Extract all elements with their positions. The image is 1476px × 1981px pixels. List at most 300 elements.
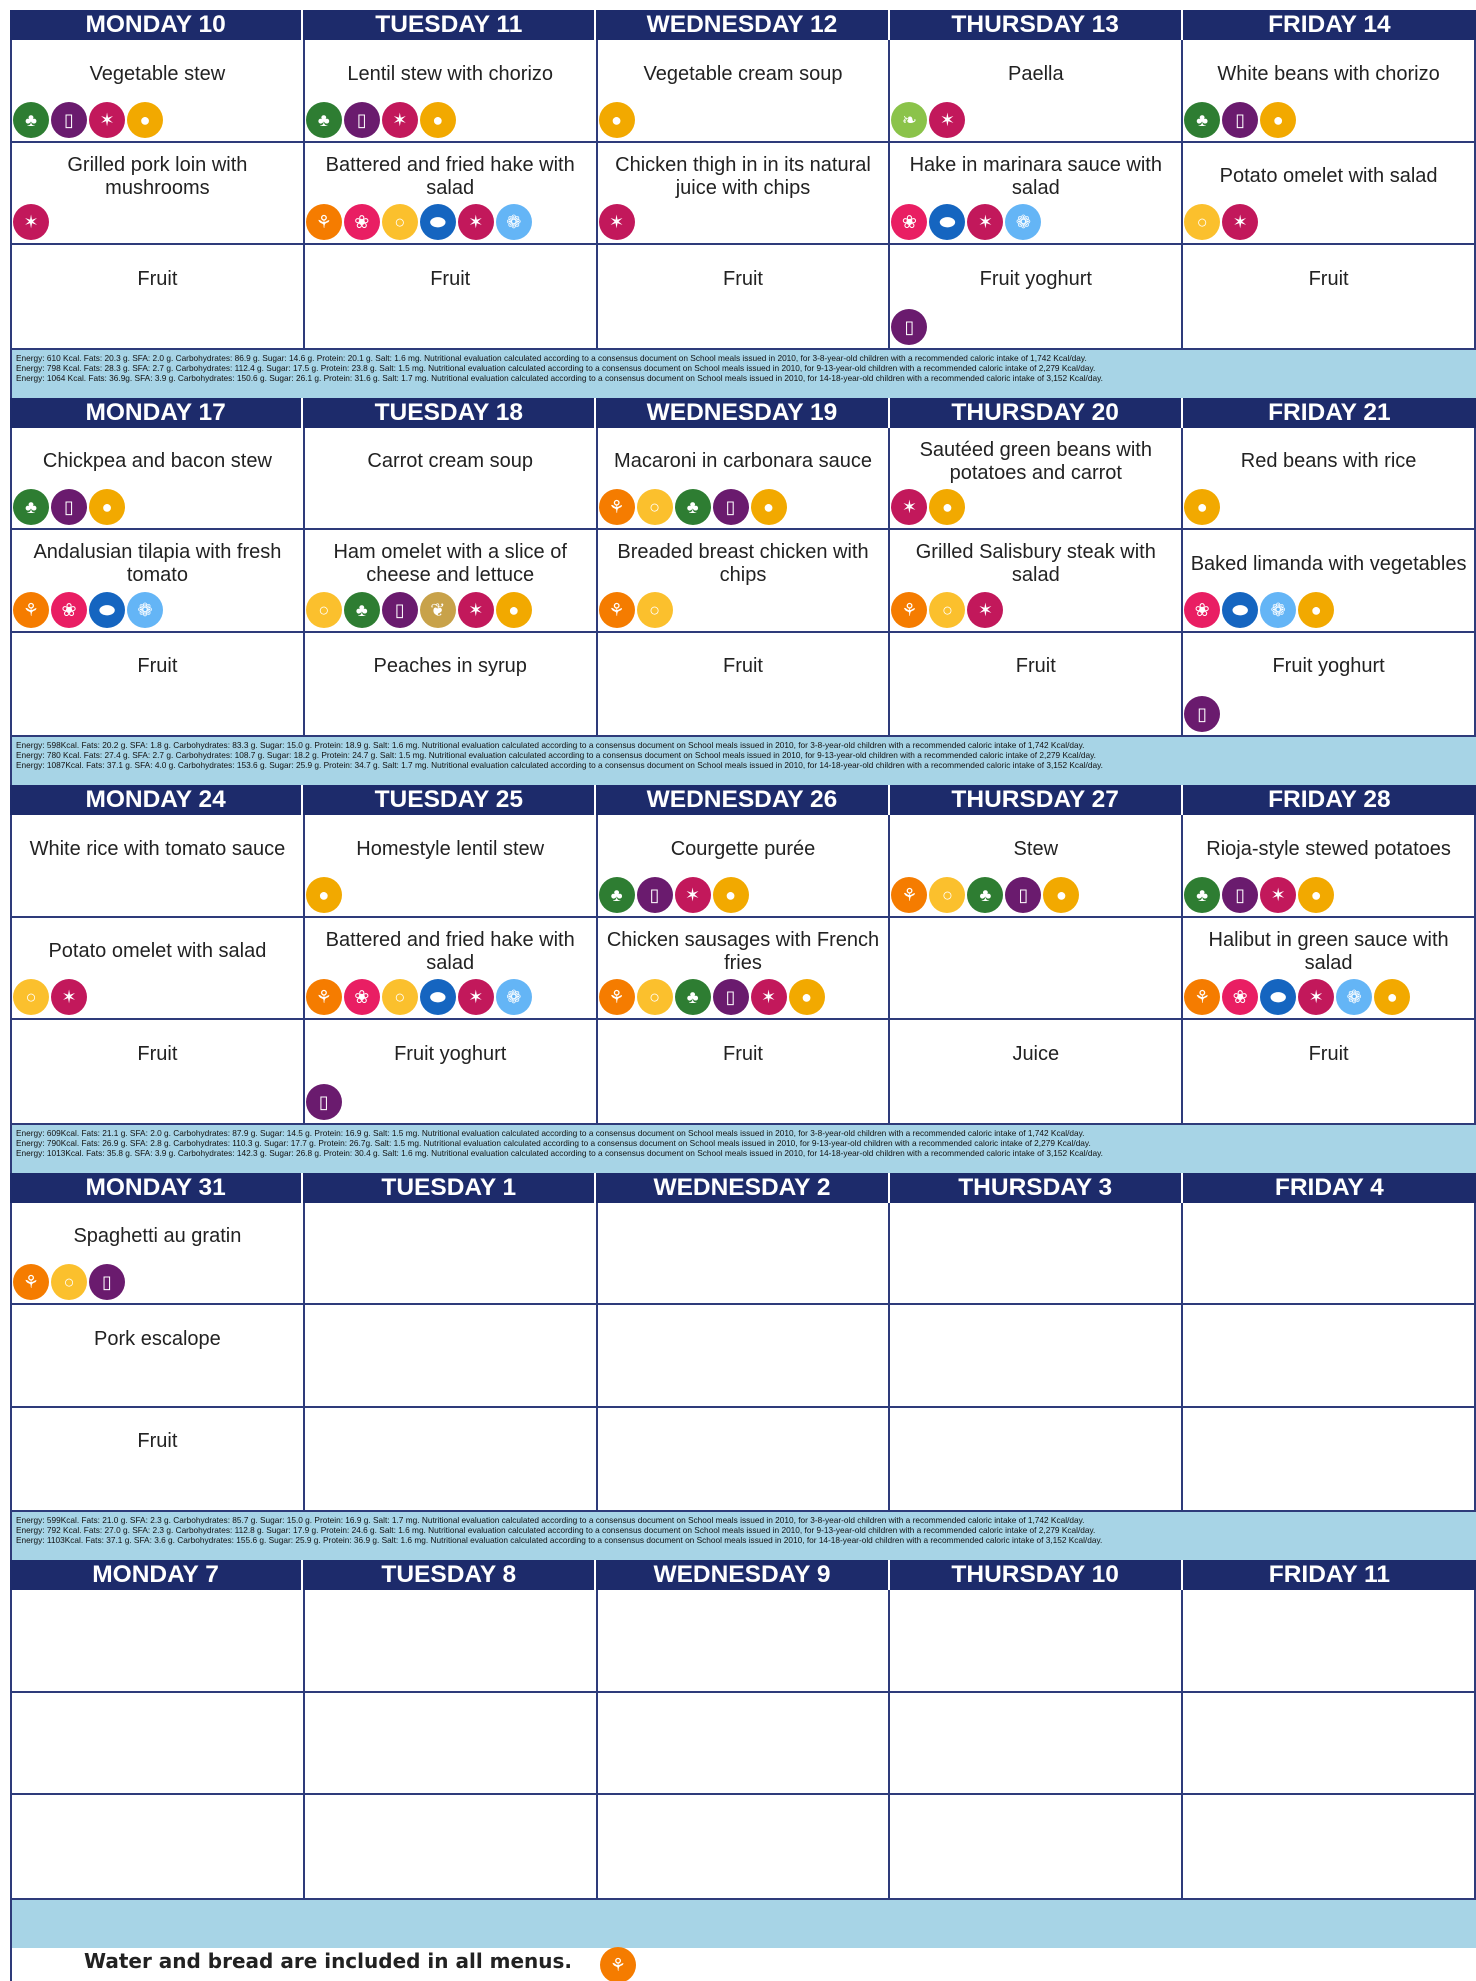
day-header: WEDNESDAY 9 [596,1560,889,1590]
sulphite-icon: ● [127,102,163,138]
allergen-icons [13,592,163,628]
dish-name: Paella [1007,62,1064,85]
gluten-icon: ⚘ [306,204,342,240]
week-block [10,1560,1476,1948]
meal-grid [10,1203,1476,1511]
allergen-icons [599,979,825,1015]
day-header: FRIDAY 4 [1183,1173,1476,1203]
gluten-icon: ⚘ [13,1264,49,1300]
dessert-cell [1183,1020,1474,1123]
dish-name [307,1305,594,1373]
dish-name: Grilled pork loin with mushrooms [67,153,248,199]
day-column [890,428,1183,736]
dish-name [892,1693,1179,1761]
day-header: WEDNESDAY 26 [596,785,889,815]
dish-name: Fruit [722,267,763,290]
dish-name: White rice with tomato sauce [29,837,286,860]
egg-icon: ○ [382,979,418,1015]
first-course-cell [12,1203,303,1306]
dish-name: Halibut in green sauce with salad [1208,928,1449,974]
mustard-icon: ✶ [599,204,635,240]
day-header: THURSDAY 13 [890,10,1183,40]
dish-name [892,918,1179,986]
mustard-icon: ✶ [13,204,49,240]
allergen-icons [599,489,787,525]
milk-icon: ▯ [89,1264,125,1300]
dish-name: Rioja-style stewed potatoes [1206,837,1451,860]
first-course-cell [305,40,596,143]
allergen-icons [306,877,342,913]
milk-icon: ▯ [713,489,749,525]
allergen-icons [891,592,1003,628]
footer-gluten-icon [600,1947,636,1981]
dessert-cell [305,1408,596,1511]
first-course-cell [598,40,889,143]
dessert-cell [890,633,1181,736]
day-header: TUESDAY 11 [303,10,596,40]
gluten-icon: ⚘ [1184,979,1220,1015]
egg-icon: ○ [637,489,673,525]
sulphite-icon: ● [1298,592,1334,628]
dessert-cell [1183,1795,1474,1898]
footer-note: Water and bread are included in all menus. [84,1949,573,1973]
sulphite-icon: ● [789,979,825,1015]
dish-name: Fruit yoghurt [394,1042,507,1065]
first-course-cell [890,1590,1181,1693]
dish-name: Macaroni in carbonara sauce [614,450,872,472]
sulphite-icon: ● [929,489,965,525]
day-header: MONDAY 17 [10,398,303,428]
day-header: WEDNESDAY 19 [596,398,889,428]
week-block [10,10,1476,398]
dessert-cell [1183,633,1474,736]
nutrition-line: Energy: 610 Kcal. Fats: 20.3 g. SFA: 2.0 g. Carbohydrates: 86.9 g. Sugar: 14.6 g. Protein: 20.1 g. Salt: 1.6 mg. Nutritional evaluation calculated according to a consensus document on School meals issued in 2010, for 3-8-year-old children with a recommended caloric intake of 1,742 Kcal/day. [16,352,1087,363]
dish-name [892,1305,1179,1373]
dish-name: Courgette purée [670,837,816,860]
gluten-icon: ⚘ [306,979,342,1015]
crustacean-icon: ❀ [344,204,380,240]
dish-name: Fruit [722,1042,763,1065]
allergen-icons [13,979,87,1015]
first-course-cell [12,428,303,531]
dish-name: Fruit [137,1430,178,1452]
dish-name [307,1590,594,1658]
nutrition-info [10,348,1476,398]
sulphite-icon: ● [1260,102,1296,138]
day-column [1183,40,1476,348]
gluten-icon: ⚘ [600,1947,636,1981]
milk-icon: ▯ [713,979,749,1015]
nutrition-line: Energy: 1087Kcal. Fats: 37.1 g. SFA: 4.0 g. Carbohydrates: 153.6 g. Sugar: 25.9 g. Protein: 34.7 g. Salt: 1.7 mg. Nutritional evaluation calculated according to a consensus document on School meals issued in 2010, for 14-18-year-old children with a recommended caloric intake of 3,152 Kcal/day. [16,760,1103,770]
second-course-cell [12,530,303,633]
day-header-row [10,1173,1476,1203]
second-course-cell [890,918,1181,1021]
allergen-icons [1184,979,1410,1015]
dish-name: White beans with chorizo [1217,62,1440,85]
dish-name [600,1408,887,1476]
day-header: MONDAY 7 [10,1560,303,1590]
dish-name: Juice [1012,1042,1060,1065]
gluten-icon: ⚘ [891,877,927,913]
mustard-icon: ✶ [891,489,927,525]
dish-name: Andalusian tilapia with fresh tomato [33,541,282,586]
first-course-cell [890,40,1181,143]
dessert-cell [598,245,889,348]
second-course-cell [1183,530,1474,633]
first-course-cell [598,1203,889,1306]
second-course-cell [12,143,303,246]
mustard-icon: ✶ [675,877,711,913]
mustard-icon: ✶ [89,102,125,138]
dish-name: Grilled Salisbury steak with salad [915,541,1156,586]
allergen-icons [891,877,1079,913]
dish-name: Fruit [722,655,763,677]
sesame-icon: ❧ [891,102,927,138]
allergen-icons [306,979,532,1015]
allergen-icons [1184,877,1334,913]
egg-icon: ○ [637,979,673,1015]
fish-icon: ⬬ [1260,979,1296,1015]
day-header: TUESDAY 25 [303,785,596,815]
dish-name [14,1693,301,1761]
second-course-cell [890,1693,1181,1796]
sulphite-icon: ● [599,102,635,138]
dessert-cell [305,1795,596,1898]
allergen-icons [13,1264,125,1300]
dish-name [600,1305,887,1373]
mustard-icon: ✶ [967,204,1003,240]
mustard-icon: ✶ [1298,979,1334,1015]
dish-name: Sautéed green beans with potatoes and carrot [919,438,1152,484]
mustard-icon: ✶ [458,204,494,240]
day-header: WEDNESDAY 12 [596,10,889,40]
allergen-icons [1184,696,1220,732]
meal-grid [10,815,1476,1123]
dessert-cell [598,1795,889,1898]
dish-name: Fruit [137,655,178,677]
meal-grid [10,1590,1476,1898]
dish-name [1185,1203,1472,1271]
first-course-cell [305,1590,596,1693]
dish-name [892,1590,1179,1658]
week-block [10,785,1476,1173]
dish-name: Vegetable cream soup [643,62,843,85]
mustard-icon: ✶ [1260,877,1296,913]
fish-icon: ⬬ [89,592,125,628]
dessert-cell [890,245,1181,348]
celery-icon: ♣ [344,592,380,628]
milk-icon: ▯ [1005,877,1041,913]
day-header: MONDAY 24 [10,785,303,815]
crustacean-icon: ❀ [891,204,927,240]
dish-name [1185,1693,1472,1761]
milk-icon: ▯ [1222,102,1258,138]
day-column [1183,1590,1476,1898]
dessert-cell [890,1795,1181,1898]
day-header: MONDAY 10 [10,10,303,40]
crustacean-icon: ❀ [51,592,87,628]
allergen-icons [306,102,456,138]
dish-name [307,1203,594,1271]
day-column [1183,815,1476,1123]
gluten-icon: ⚘ [13,592,49,628]
mollusc-icon: ❁ [1336,979,1372,1015]
day-header-row [10,1560,1476,1590]
allergen-icons [599,204,635,240]
dessert-cell [305,633,596,736]
allergen-icons [891,204,1041,240]
dish-name [600,1795,887,1863]
milk-icon: ▯ [382,592,418,628]
second-course-cell [1183,918,1474,1021]
first-course-cell [1183,815,1474,918]
dish-name: Stew [1013,837,1059,860]
day-header: THURSDAY 27 [890,785,1183,815]
dessert-cell [12,1408,303,1511]
nutrition-info-empty [10,1898,1476,1948]
day-header: MONDAY 31 [10,1173,303,1203]
first-course-cell [1183,40,1474,143]
dessert-cell [598,1408,889,1511]
allergen-icons [599,877,749,913]
egg-icon: ○ [929,592,965,628]
allergen-icons [13,102,163,138]
dessert-cell [598,1020,889,1123]
mollusc-icon: ❁ [496,204,532,240]
mollusc-icon: ❁ [1260,592,1296,628]
week-block [10,398,1476,786]
crustacean-icon: ❀ [1184,592,1220,628]
first-course-cell [890,815,1181,918]
first-course-cell [1183,1203,1474,1306]
mustard-icon: ✶ [458,592,494,628]
day-column [890,1203,1183,1511]
dish-name [892,1203,1179,1271]
nutrition-info [10,1510,1476,1560]
day-column [598,815,891,1123]
dish-name: Battered and fried hake with salad [325,153,575,199]
dessert-cell [12,1020,303,1123]
fish-icon: ⬬ [420,979,456,1015]
dish-name [307,1408,594,1476]
first-course-cell [12,815,303,918]
second-course-cell [598,1305,889,1408]
day-column [12,1203,305,1511]
mollusc-icon: ❁ [127,592,163,628]
meal-grid [10,428,1476,736]
allergen-icons [306,1084,342,1120]
celery-icon: ♣ [967,877,1003,913]
soy-icon: ❦ [420,592,456,628]
day-header: TUESDAY 18 [303,398,596,428]
second-course-cell [1183,143,1474,246]
celery-icon: ♣ [13,102,49,138]
sulphite-icon: ● [89,489,125,525]
day-column [890,815,1183,1123]
day-column [305,815,598,1123]
milk-icon: ▯ [891,309,927,345]
day-header: FRIDAY 21 [1183,398,1476,428]
dessert-cell [890,1408,1181,1511]
school-menu-calendar [10,10,1476,1948]
day-column [890,40,1183,348]
gluten-icon: ⚘ [891,592,927,628]
dish-name: Spaghetti au gratin [73,1225,242,1247]
day-column [305,40,598,348]
dish-name: Peaches in syrup [373,655,527,677]
second-course-cell [305,143,596,246]
day-column [12,815,305,1123]
allergen-icons [1184,592,1334,628]
first-course-cell [305,815,596,918]
dish-name: Carrot cream soup [367,450,533,472]
day-header: FRIDAY 28 [1183,785,1476,815]
day-header: THURSDAY 3 [890,1173,1183,1203]
second-course-cell [305,1305,596,1408]
second-course-cell [598,1693,889,1796]
nutrition-line: Energy: 1013Kcal. Fats: 35.8 g. SFA: 3.9 g. Carbohydrates: 142.3 g. Sugar: 26.8 g. Protein: 30.4 g. Salt: 1.6 mg. Nutritional evaluation calculated according to a consensus document on School meals issued in 2010, for 14-18-year-old children with a recommended caloric intake of 3,152 Kcal/day. [16,1147,1103,1158]
milk-icon: ▯ [1222,877,1258,913]
fish-icon: ⬬ [929,204,965,240]
dish-name: Fruit [430,267,471,290]
week-block [10,1173,1476,1561]
celery-icon: ♣ [1184,102,1220,138]
mustard-icon: ✶ [458,979,494,1015]
sulphite-icon: ● [420,102,456,138]
celery-icon: ♣ [599,877,635,913]
second-course-cell [12,918,303,1021]
second-course-cell [12,1693,303,1796]
milk-icon: ▯ [1184,696,1220,732]
nutrition-line: Energy: 1103Kcal. Fats: 37.1 g. SFA: 3.6 g. Carbohydrates: 155.6 g. Sugar: 25.9 g. Protein: 36.9 g. Salt: 1.6 mg. Nutritional evaluation calculated according to a consensus document on School meals issued in 2010, for 14-18-year-old children with a recommended caloric intake of 3,152 Kcal/day. [16,1535,1103,1545]
day-column [1183,428,1476,736]
dish-name [307,1795,594,1863]
nutrition-line: Energy: 792 Kcal. Fats: 27.0 g. SFA: 2.3 g. Carbohydrates: 112.8 g. Sugar: 17.9 g. Protein: 24.6 g. Salt: 1.6 mg. Nutritional evaluation calculated according to a consensus document on School meals issued in 2010, for 9-13-year-old children with a recommended caloric intake of 2,279 Kcal/day. [16,1525,1096,1535]
sulphite-icon: ● [751,489,787,525]
egg-icon: ○ [382,204,418,240]
second-course-cell [1183,1693,1474,1796]
celery-icon: ♣ [306,102,342,138]
first-course-cell [598,1590,889,1693]
dish-name [1185,1408,1472,1476]
milk-icon: ▯ [51,102,87,138]
dessert-cell [12,633,303,736]
mustard-icon: ✶ [1222,204,1258,240]
dessert-cell [1183,245,1474,348]
day-column [12,40,305,348]
day-column [598,1590,891,1898]
mustard-icon: ✶ [51,979,87,1015]
first-course-cell [598,815,889,918]
day-column [305,1590,598,1898]
dish-name: Ham omelet with a slice of cheese and lettuce [333,541,567,586]
day-header: WEDNESDAY 2 [596,1173,889,1203]
dish-name: Chickpea and bacon stew [42,450,272,472]
sulphite-icon: ● [713,877,749,913]
day-header-row [10,10,1476,40]
allergen-icons [599,592,673,628]
day-column [598,1203,891,1511]
gluten-icon: ⚘ [599,979,635,1015]
dish-name: Red beans with rice [1240,450,1417,472]
second-course-cell [890,143,1181,246]
second-course-cell [598,530,889,633]
allergen-icons [306,592,532,628]
first-course-cell [12,40,303,143]
dish-name: Fruit yoghurt [979,267,1092,290]
nutrition-line: Energy: 598Kcal. Fats: 20.2 g. SFA: 1.8 g. Carbohydrates: 83.3 g. Sugar: 15.0 g. Protein: 18.9 g. Salt: 1.6 mg. Nutritional evaluation calculated according to a consensus document on School meals issued in 2010, for 3-8-year-old children with a recommended caloric intake of 1,742 Kcal/day. [16,740,1085,750]
dish-name: Chicken sausages with French fries [606,928,880,974]
dish-name [14,1795,301,1863]
crustacean-icon: ❀ [344,979,380,1015]
footer [10,1945,1476,1981]
allergen-icons [1184,489,1220,525]
nutrition-line: Energy: 790Kcal. Fats: 26.9 g. SFA: 2.8 g. Carbohydrates: 110.3 g. Sugar: 17.7 g. Protein: 26.7g. Salt: 1.5 mg. Nutritional evaluation calculated according to a consensus document on School meals issued in 2010, for 9-13-year-old children with a recommended caloric intake of 2,279 Kcal/day. [16,1137,1091,1148]
second-course-cell [598,918,889,1021]
nutrition-line: Energy: 780 Kcal. Fats: 27.4 g. SFA: 2.7 g. Carbohydrates: 108.7 g. Sugar: 18.2 g. Protein: 24.7 g. Salt: 1.5 mg. Nutritional evaluation calculated according to a consensus document on School meals issued in 2010, for 9-13-year-old children with a recommended caloric intake of 2,279 Kcal/day. [16,750,1096,760]
egg-icon: ○ [51,1264,87,1300]
dish-name [892,1795,1179,1863]
nutrition-info [10,1123,1476,1173]
dish-name: Fruit [1308,1042,1349,1065]
dish-name [600,1693,887,1761]
day-header: THURSDAY 20 [890,398,1183,428]
celery-icon: ♣ [675,979,711,1015]
allergen-icons [1184,204,1258,240]
milk-icon: ▯ [306,1084,342,1120]
milk-icon: ▯ [344,102,380,138]
dish-name [892,1408,1179,1476]
nutrition-line: Energy: 798 Kcal. Fats: 28.3 g. SFA: 2.7 g. Carbohydrates: 112.4 g. Sugar: 17.5 g. Protein: 23.8 g. Salt: 1.5 mg. Nutritional evaluation calculated according to a consensus document on School meals issued in 2010, for 9-13-year-old children with a recommended caloric intake of 2,279 Kcal/day. [16,362,1096,373]
dish-name: Hake in marinara sauce with salad [909,153,1162,199]
mollusc-icon: ❁ [1005,204,1041,240]
fish-icon: ⬬ [420,204,456,240]
allergen-icons [13,204,49,240]
dish-name [14,1590,301,1658]
day-column [598,40,891,348]
day-column [598,428,891,736]
sulphite-icon: ● [1043,877,1079,913]
mustard-icon: ✶ [382,102,418,138]
dessert-cell [598,633,889,736]
sulphite-icon: ● [496,592,532,628]
first-course-cell [12,1590,303,1693]
day-header-row [10,785,1476,815]
nutrition-line: Energy: 1064 Kcal. Fats: 36.9g. SFA: 3.9 g. Carbohydrates: 150.6 g. Sugar: 26.1 g. Protein: 31.6 g. Salt: 1.7 mg. Nutritional evaluation calculated according to a consensus document on School meals issued in 2010, for 14-18-year-old children with a recommended caloric intake of 3,152 Kcal/day. [16,372,1103,383]
day-header: TUESDAY 8 [303,1560,596,1590]
first-course-cell [1183,428,1474,531]
allergen-icons [1184,102,1296,138]
dessert-cell [305,1020,596,1123]
egg-icon: ○ [13,979,49,1015]
dish-name: Fruit [137,1042,178,1065]
first-course-cell [890,1203,1181,1306]
mustard-icon: ✶ [751,979,787,1015]
dessert-cell [12,245,303,348]
day-header: FRIDAY 11 [1183,1560,1476,1590]
second-course-cell [12,1305,303,1408]
dish-name [1185,1795,1472,1863]
dish-name: Potato omelet with salad [48,940,267,962]
day-header: TUESDAY 1 [303,1173,596,1203]
first-course-cell [1183,1590,1474,1693]
celery-icon: ♣ [1184,877,1220,913]
second-course-cell [305,918,596,1021]
second-course-cell [1183,1305,1474,1408]
sulphite-icon: ● [1374,979,1410,1015]
second-course-cell [890,530,1181,633]
crustacean-icon: ❀ [1222,979,1258,1015]
